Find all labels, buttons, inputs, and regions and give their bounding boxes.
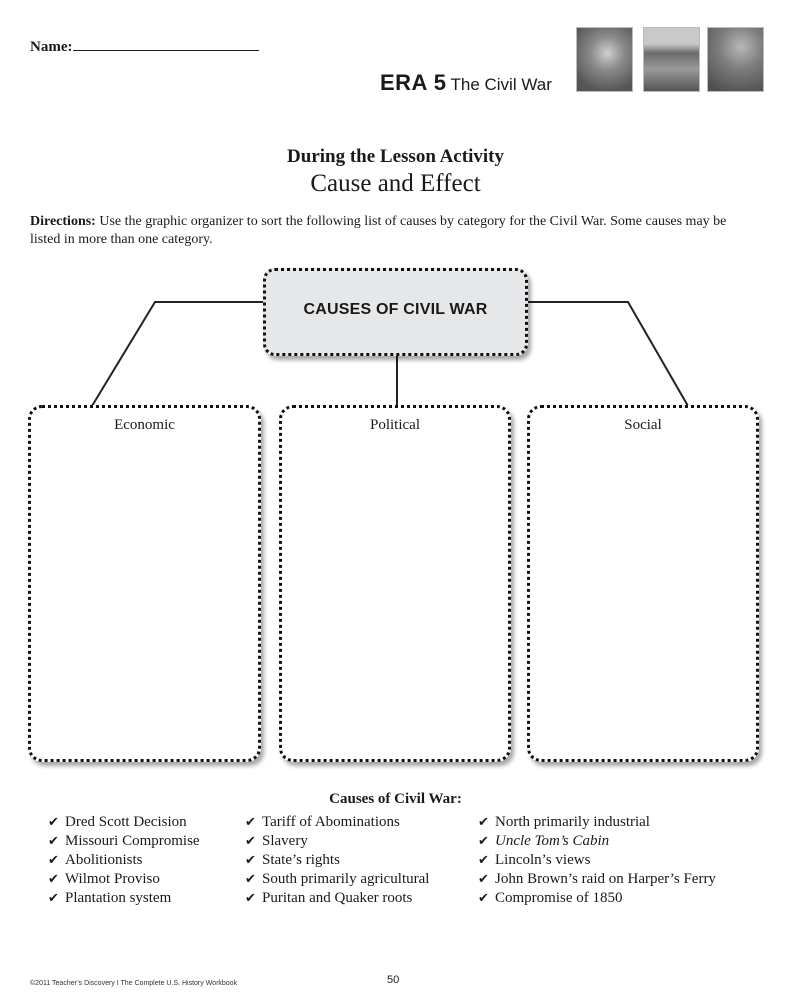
- causes-column-3: [478, 813, 716, 908]
- list-item: [48, 832, 200, 851]
- checkmark-icon: ✔: [245, 891, 256, 906]
- checkmark-icon: ✔: [48, 834, 59, 849]
- list-item: [478, 832, 716, 851]
- central-causes-box: [263, 268, 528, 356]
- checkmark-icon: ✔: [478, 853, 489, 868]
- copyright-footer: ©2011 Teacher’s Discovery I The Complete U.S. History Workbook: [30, 980, 238, 987]
- list-item: [48, 813, 200, 832]
- checkmark-icon: ✔: [48, 891, 59, 906]
- cause-text: Uncle Tom’s Cabin: [495, 833, 610, 849]
- checkmark-icon: ✔: [245, 815, 256, 830]
- list-item: [48, 870, 200, 889]
- checkmark-icon: ✔: [478, 891, 489, 906]
- cause-text: Wilmot Proviso: [65, 871, 160, 887]
- social-category-box[interactable]: [527, 405, 759, 762]
- directions-label: Directions:: [30, 214, 96, 229]
- cause-text: Missouri Compromise: [65, 833, 200, 849]
- list-item: [478, 889, 716, 908]
- list-item: [245, 889, 429, 908]
- causes-list-title: Causes of Civil War:: [329, 791, 462, 807]
- cause-text: South primarily agricultural: [262, 871, 430, 887]
- era-number: ERA 5: [380, 70, 447, 95]
- checkmark-icon: ✔: [478, 834, 489, 849]
- list-item: [245, 851, 429, 870]
- list-item: [245, 813, 429, 832]
- political-label: Political: [370, 417, 420, 433]
- cause-text: North primarily industrial: [495, 814, 650, 830]
- list-item: [48, 889, 200, 908]
- social-label: Social: [624, 417, 662, 433]
- checkmark-icon: ✔: [245, 872, 256, 887]
- economic-category-box[interactable]: [28, 405, 261, 762]
- list-item: [245, 870, 429, 889]
- name-label: Name:: [30, 39, 73, 55]
- cause-text: Compromise of 1850: [495, 890, 623, 906]
- checkmark-icon: ✔: [478, 815, 489, 830]
- cause-text: John Brown’s raid on Harper’s Ferry: [495, 871, 716, 887]
- causes-column-2: [245, 813, 429, 908]
- cause-text: Lincoln’s views: [495, 852, 591, 868]
- checkmark-icon: ✔: [245, 834, 256, 849]
- directions-text: Use the graphic organizer to sort the following list of causes by category for the Civil War. Some causes may be listed in more than one category.: [30, 214, 727, 247]
- checkmark-icon: ✔: [245, 853, 256, 868]
- cause-text: State’s rights: [262, 852, 340, 868]
- cause-text: Plantation system: [65, 890, 172, 906]
- list-item: [478, 851, 716, 870]
- list-item: [478, 813, 716, 832]
- causes-column-1: [48, 813, 200, 908]
- list-item: [245, 832, 429, 851]
- checkmark-icon: ✔: [478, 872, 489, 887]
- cause-text: Slavery: [262, 833, 308, 849]
- list-item: [48, 851, 200, 870]
- activity-subheading: Cause and Effect: [310, 170, 481, 197]
- political-category-box[interactable]: [279, 405, 511, 762]
- activity-heading: During the Lesson Activity: [287, 146, 504, 167]
- cause-text: Abolitionists: [65, 852, 143, 868]
- central-label: CAUSES OF CIVIL WAR: [303, 301, 488, 318]
- cause-text: Tariff of Abominations: [262, 814, 400, 830]
- checkmark-icon: ✔: [48, 872, 59, 887]
- cause-text: Puritan and Quaker roots: [262, 890, 413, 906]
- page-number: 50: [387, 974, 400, 986]
- era-title: The Civil War: [450, 75, 552, 94]
- economic-label: Economic: [114, 417, 175, 433]
- checkmark-icon: ✔: [48, 853, 59, 868]
- cause-text: Dred Scott Decision: [65, 814, 187, 830]
- checkmark-icon: ✔: [48, 815, 59, 830]
- list-item: [478, 870, 716, 889]
